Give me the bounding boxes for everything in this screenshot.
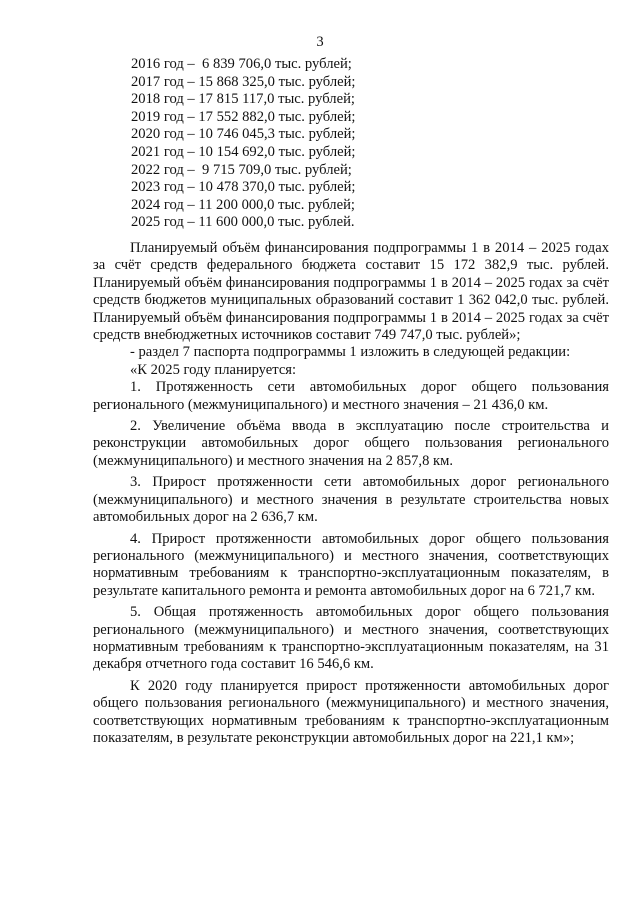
funding-year-2021: 2021 год – 10 154 692,0 тыс. рублей;: [131, 143, 356, 160]
paragraph-2025-plan-heading: «К 2025 году планируется:: [130, 361, 297, 378]
funding-year-2016: 2016 год – 6 839 706,0 тыс. рублей;: [131, 56, 352, 72]
funding-by-year-list: [131, 56, 355, 232]
funding-year-2024: 2024 год – 11 200 000,0 тыс. рублей;: [131, 196, 355, 213]
paragraph-section-7-intro: - раздел 7 паспорта подпрограммы 1 изложить в следующей редакции:: [130, 344, 571, 361]
funding-year-2018: 2018 год – 17 815 117,0 тыс. рублей;: [131, 91, 355, 108]
funding-year-2019: 2019 год – 17 552 882,0 тыс. рублей;: [131, 108, 356, 125]
paragraph-item-4: 4. Прирост протяженности автомобильных дорог общего пользования регионального (межмуниципального) и местного значения, соответствующих нормативным требованиям к транспортно-эксплуатационным показателям, в результате капитального ремонта и ремонта автомобильных дорог на 6 721,7 км.: [93, 530, 609, 599]
paragraph-item-5: 5. Общая протяженность автомобильных дорог общего пользования регионального (межмуниципального) и местного значения, соответствующих нормативным требованиям к транспортно-эксплуатационным показателям, на 31 декабря отчетного года составит 16 546,6 км.: [93, 604, 609, 673]
paragraph-funding-sources: Планируемый объём финансирования подпрограммы 1 в 2014 – 2025 годах за счёт средств федерального бюджета составит 15 172 382,9 тыс. рублей. Планируемый объём финансирования подпрограммы 1 в 2014 – 2025 годах за счёт средств бюджетов муниципальных образований составит 1 362 042,0 тыс. рублей. Планируемый объём финансирования подпрограммы 1 в 2014 – 2025 годах за счёт средств внебюджетных источников составит 749 747,0 тыс. рублей»;: [93, 240, 609, 344]
paragraph-item-1: 1. Протяженность сети автомобильных дорог общего пользования регионального (межмуниципального) и местного значения – 21 436,0 км.: [93, 379, 609, 413]
document-body: [93, 240, 609, 747]
funding-year-2020: 2020 год – 10 746 045,3 тыс. рублей;: [131, 126, 356, 143]
paragraph-item-3: 3. Прирост протяженности сети автомобильных дорог регионального (межмуниципального) и местного значения в результате строительства новых автомобильных дорог на 2 636,7 км.: [93, 474, 609, 526]
funding-year-2025: 2025 год – 11 600 000,0 тыс. рублей.: [131, 214, 355, 231]
paragraph-2020-plan: К 2020 году планируется прирост протяженности автомобильных дорог общего пользования регионального (межмуниципального) и местного значения, соответствующих нормативным требованиям к транспортно-эксплуатационным показателям, в результате реконструкции автомобильных дорог на 221,1 км»;: [93, 677, 609, 746]
funding-year-2022: 2022 год – 9 715 709,0 тыс. рублей;: [131, 161, 352, 178]
page-number: 3: [316, 34, 324, 50]
funding-year-2017: 2017 год – 15 868 325,0 тыс. рублей;: [131, 73, 356, 90]
funding-year-2023: 2023 год – 10 478 370,0 тыс. рублей;: [131, 179, 356, 196]
paragraph-item-2: 2. Увеличение объёма ввода в эксплуатацию после строительства и реконструкции автомобильных дорог общего пользования регионального (межмуниципального) и местного значения на 2 857,8 км.: [93, 418, 609, 469]
